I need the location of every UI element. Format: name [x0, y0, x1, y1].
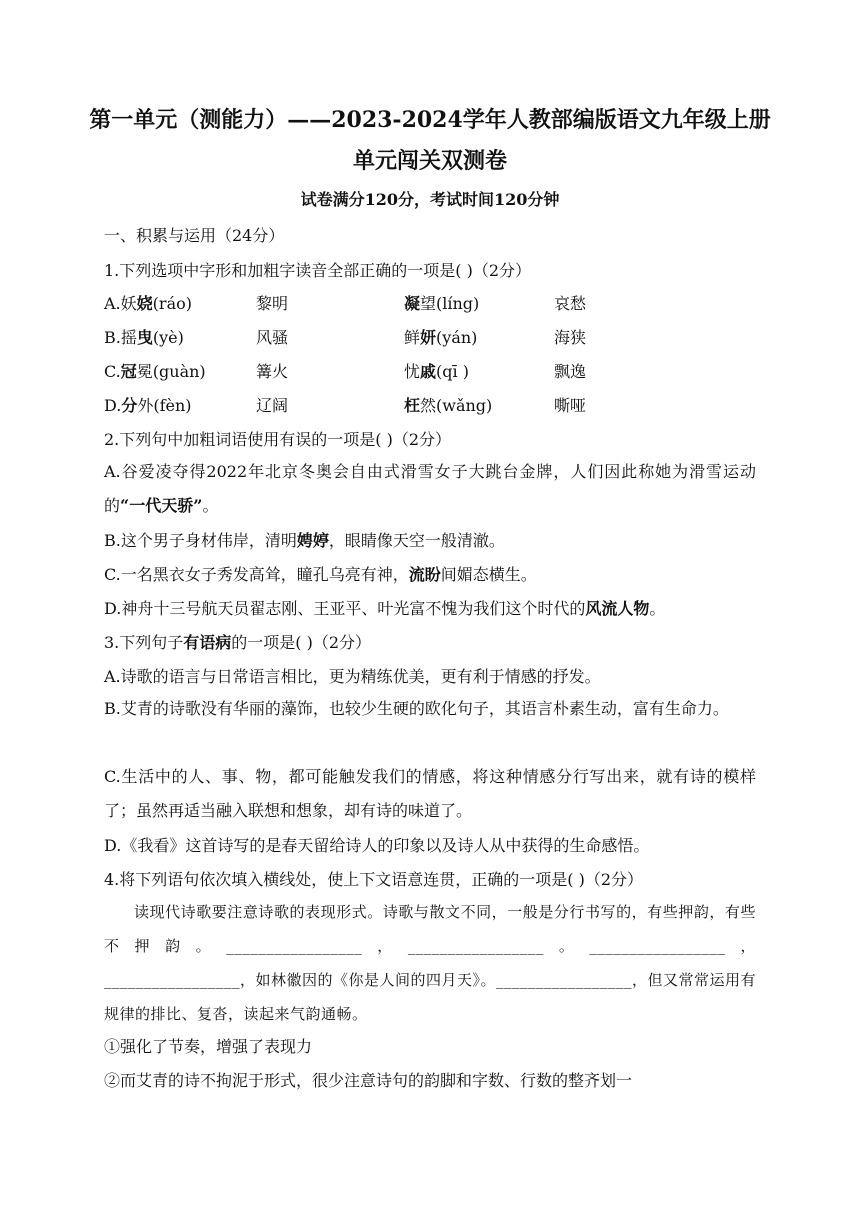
question-3-option-c: C.生活中的人、事、物，都可能触发我们的情感，将这种情感分行写出来，就有诗的模样了；虽然再适当融入联想和想象，却有诗的味道了。 — [104, 767, 756, 820]
question-2-option-a: A.谷爱凌夺得2022年北京冬奥会自由式滑雪女子大跳台金牌，人们因此称她为滑雪运动的“一代天骄”。 — [104, 462, 756, 515]
section-heading: 一、积累与运用（24分） — [104, 226, 285, 245]
question-3-option-b: B.艾青的诗歌没有华丽的藻饰，也较少生硬的欧化句子，其语言朴素生动，富有生命力。 — [104, 699, 729, 718]
question-3-option-a: A.诗歌的语言与日常语言相比，更为精练优美，更有利于情感的抒发。 — [104, 667, 601, 686]
question-4-passage: 读现代诗歌要注意诗歌的表现形式。诗歌与散文不同，一般是分行书写的，有些押韵，有些不押韵。_________________，_________________。_________________，_________________，如林徽因的《你是人间的四月天》。_________________，但又常常运用有规律的排比、复沓，读起来气韵通畅。 — [104, 903, 757, 1023]
question-2-stem: 2.下列句中加粗词语使用有误的一项是( )（2分） — [104, 430, 452, 449]
question-2-option-c: C.一名黑衣女子秀发高耸，瞳孔乌亮有神，流盼间媚态横生。 — [104, 565, 537, 584]
question-4-option-2: ②而艾青的诗不拘泥于形式，很少注意诗句的韵脚和字数、行数的整齐划一 — [104, 1071, 633, 1090]
question-3-stem: 3.下列句子有语病的一项是( )（2分） — [104, 633, 372, 652]
page-subtitle: 单元闯关双测卷 — [352, 148, 507, 174]
question-2-option-b: B.这个男子身材伟岸，清明娉婷，眼睛像天空一般清澈。 — [104, 531, 505, 550]
question-1-stem: 1.下列选项中字形和加粗字读音全部正确的一项是( )（2分） — [104, 261, 532, 280]
question-3-option-d: D.《我看》这首诗写的是春天留给诗人的印象以及诗人从中获得的生命感悟。 — [104, 836, 650, 855]
question-2-option-d: D.神舟十三号航天员翟志刚、王亚平、叶光富不愧为我们这个时代的风流人物。 — [104, 599, 666, 618]
question-4-stem: 4.将下列语句依次填入横线处，使上下文语意连贯，正确的一项是( )（2分） — [104, 870, 644, 889]
exam-page: 第一单元（测能力）——2023-2024学年人教部编版语文九年级上册 单元闯关双测卷 试卷满分120分，考试时间120分钟 一、积累与运用（24分） 1.下列选项中字形和加粗字读音全部正确的一项是( )（2分） A.妖娆(ráo) 黎明 凝望(líng) 哀愁 B.摇曳(yè) 风骚 鲜妍(yán) 海狭 C.冠冕(guàn) 篝火 忧戚(qī ) 飘逸 D.分外(fèn) 辽阔 枉然(wǎng) 嘶哑 2.下列句中加粗词语使用有误的一项是( )（2分） A.谷爱凌夺得2022年北京冬奥会自由式滑雪女子大跳台金牌，人们因此称她为滑雪运动的“一代天骄”。 B.这个男子身材伟岸，清明娉婷，眼睛像天空一般清澈。 C.一名黑衣女子秀发高耸，瞳孔乌亮有神，流盼间媚态横生。 D.神舟十三号航天员翟志刚、王亚平、叶光富不愧为我们这个时代的风流人物。 3.下列句子有语病的一项是( )（2分） A.诗歌的语言与日常语言相比，更为精练优美，更有利于情感的抒发。 B.艾青的诗歌没有华丽的藻饰，也较少生硬的欧化句子，其语言朴素生动，富有生命力。 C.生活中的人、事、物，都可能触发我们的情感，将这种情感分行写出来，就有诗的模样了；虽然再适当融入联想和想象，却有诗的味道了。 D.《我看》这首诗写的是春天留给诗人的印象以及诗人从中获得的生命感悟。 4.将下列语句依次填入横线处，使上下文语意连贯，正确的一项是( )（2分） 读现代诗歌要注意诗歌的表现形式。诗歌与散文不同，一般是分行书写的，有些押韵，有些不押韵。_________________，_________________。_________________，_________________，如林徽因的《你是人间的四月天》。_________________，但又常常运用有规律的排比、复沓，读起来气韵通畅。 ①强化了节奏，增强了表现力 ②而艾青的诗不拘泥于形式，很少注意诗句的韵脚和字数、行数的整齐划一 — [0, 0, 860, 1216]
question-4-option-1: ①强化了节奏，增强了表现力 — [104, 1037, 313, 1056]
page-title: 第一单元（测能力）——2023-2024学年人教部编版语文九年级上册 — [89, 107, 771, 133]
exam-info: 试卷满分120分，考试时间120分钟 — [300, 190, 560, 209]
